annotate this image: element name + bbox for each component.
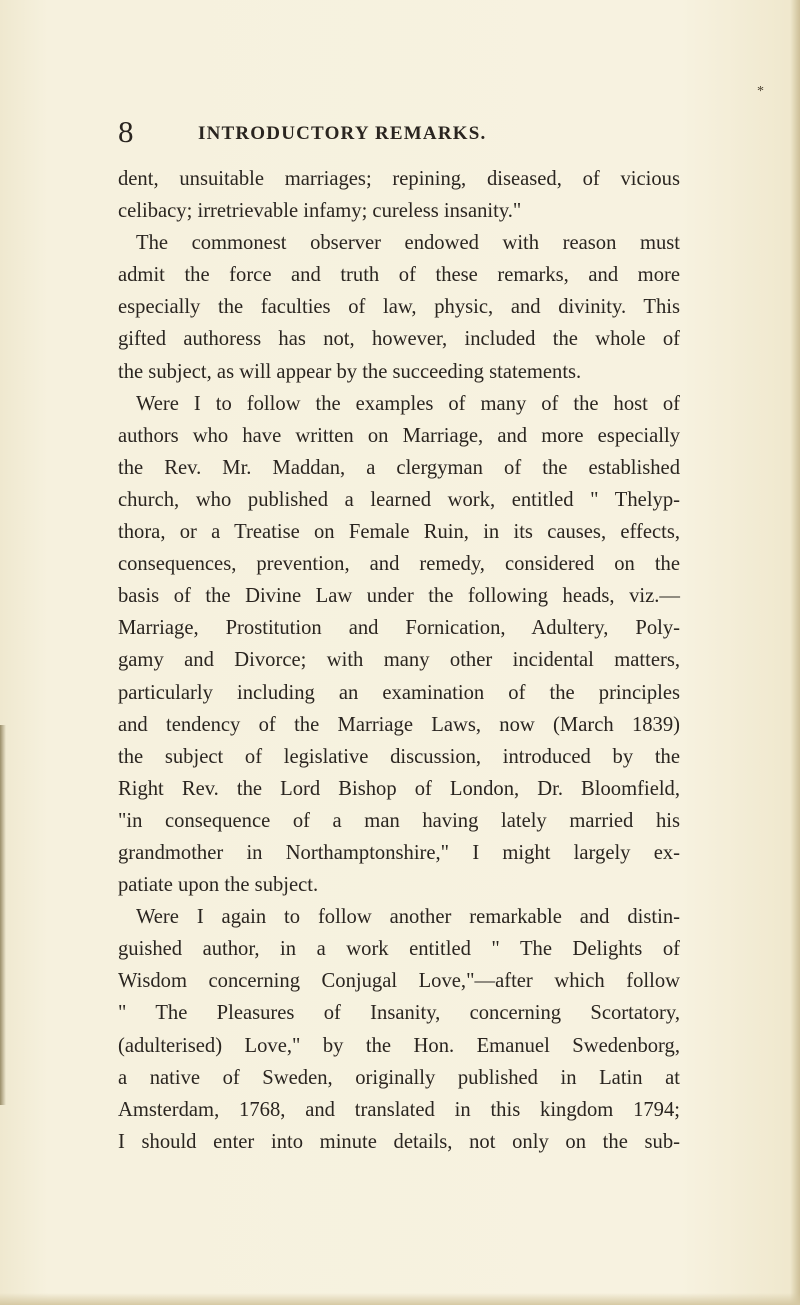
text-line: especially the faculties of law, physic, and divinity. This	[118, 296, 680, 319]
text-line: basis of the Divine Law under the following heads, viz.—	[118, 585, 680, 608]
text-line: dent, unsuitable marriages; repining, diseased, of vicious	[118, 168, 680, 190]
text-line: a native of Sweden, originally published in Latin at	[118, 1066, 680, 1089]
text-line: Wisdom concerning Conjugal Love,"—after which follow	[118, 970, 680, 993]
corner-mark: *	[757, 84, 764, 99]
text-line: authors who have written on Marriage, and more especially	[118, 424, 680, 447]
page-number: 8	[118, 114, 134, 149]
text-line: I should enter into minute details, not only on the sub-	[118, 1130, 680, 1153]
text-line: thora, or a Treatise on Female Ruin, in its causes, effects,	[118, 521, 680, 544]
text-line: Marriage, Prostitution and Fornication, Adultery, Poly-	[118, 617, 680, 640]
text-line: "in consequence of a man having lately married his	[118, 809, 680, 832]
text-line: consequences, prevention, and remedy, considered on the	[118, 553, 680, 576]
text-line: grandmother in Northamptonshire," I might largely ex-	[118, 841, 680, 864]
text-line: church, who published a learned work, entitled " Thelyp-	[118, 488, 680, 511]
text-line: and tendency of the Marriage Laws, now (March 1839)	[118, 713, 680, 736]
text-line: celibacy; irretrievable infamy; cureless insanity."	[118, 200, 522, 223]
text-line: guished author, in a work entitled " The Delights of	[118, 938, 680, 961]
page-edge-right	[790, 0, 800, 1305]
body-text	[118, 163, 680, 1158]
text-line: the subject, as will appear by the succeeding statements.	[118, 360, 582, 383]
page-edge-bottom	[0, 1293, 800, 1305]
text-line: particularly including an examination of the principles	[118, 681, 680, 704]
text-line: " The Pleasures of Insanity, concerning Scortatory,	[118, 1002, 680, 1025]
page-header	[118, 112, 678, 152]
text-line: patiate upon the subject.	[118, 874, 319, 897]
page-shadow-left	[0, 725, 6, 1105]
text-line: gamy and Divorce; with many other incidental matters,	[118, 649, 680, 672]
text-line: Were I to follow the examples of many of the host of	[136, 392, 680, 415]
text-line: Right Rev. the Lord Bishop of London, Dr. Bloomfield,	[118, 777, 680, 800]
text-line: (adulterised) Love," by the Hon. Emanuel Swedenborg,	[118, 1034, 680, 1057]
running-head: INTRODUCTORY REMARKS.	[198, 123, 487, 144]
text-line: gifted authoress has not, however, included the whole of	[118, 328, 680, 351]
text-line: admit the force and truth of these remarks, and more	[118, 264, 680, 287]
text-line: Were I again to follow another remarkable and distin-	[136, 906, 680, 929]
text-line: the Rev. Mr. Maddan, a clergyman of the established	[118, 456, 680, 479]
text-line: The commonest observer endowed with reason must	[136, 232, 680, 255]
text-line: Amsterdam, 1768, and translated in this kingdom 1794;	[118, 1098, 680, 1121]
text-line: the subject of legislative discussion, introduced by the	[118, 745, 680, 768]
